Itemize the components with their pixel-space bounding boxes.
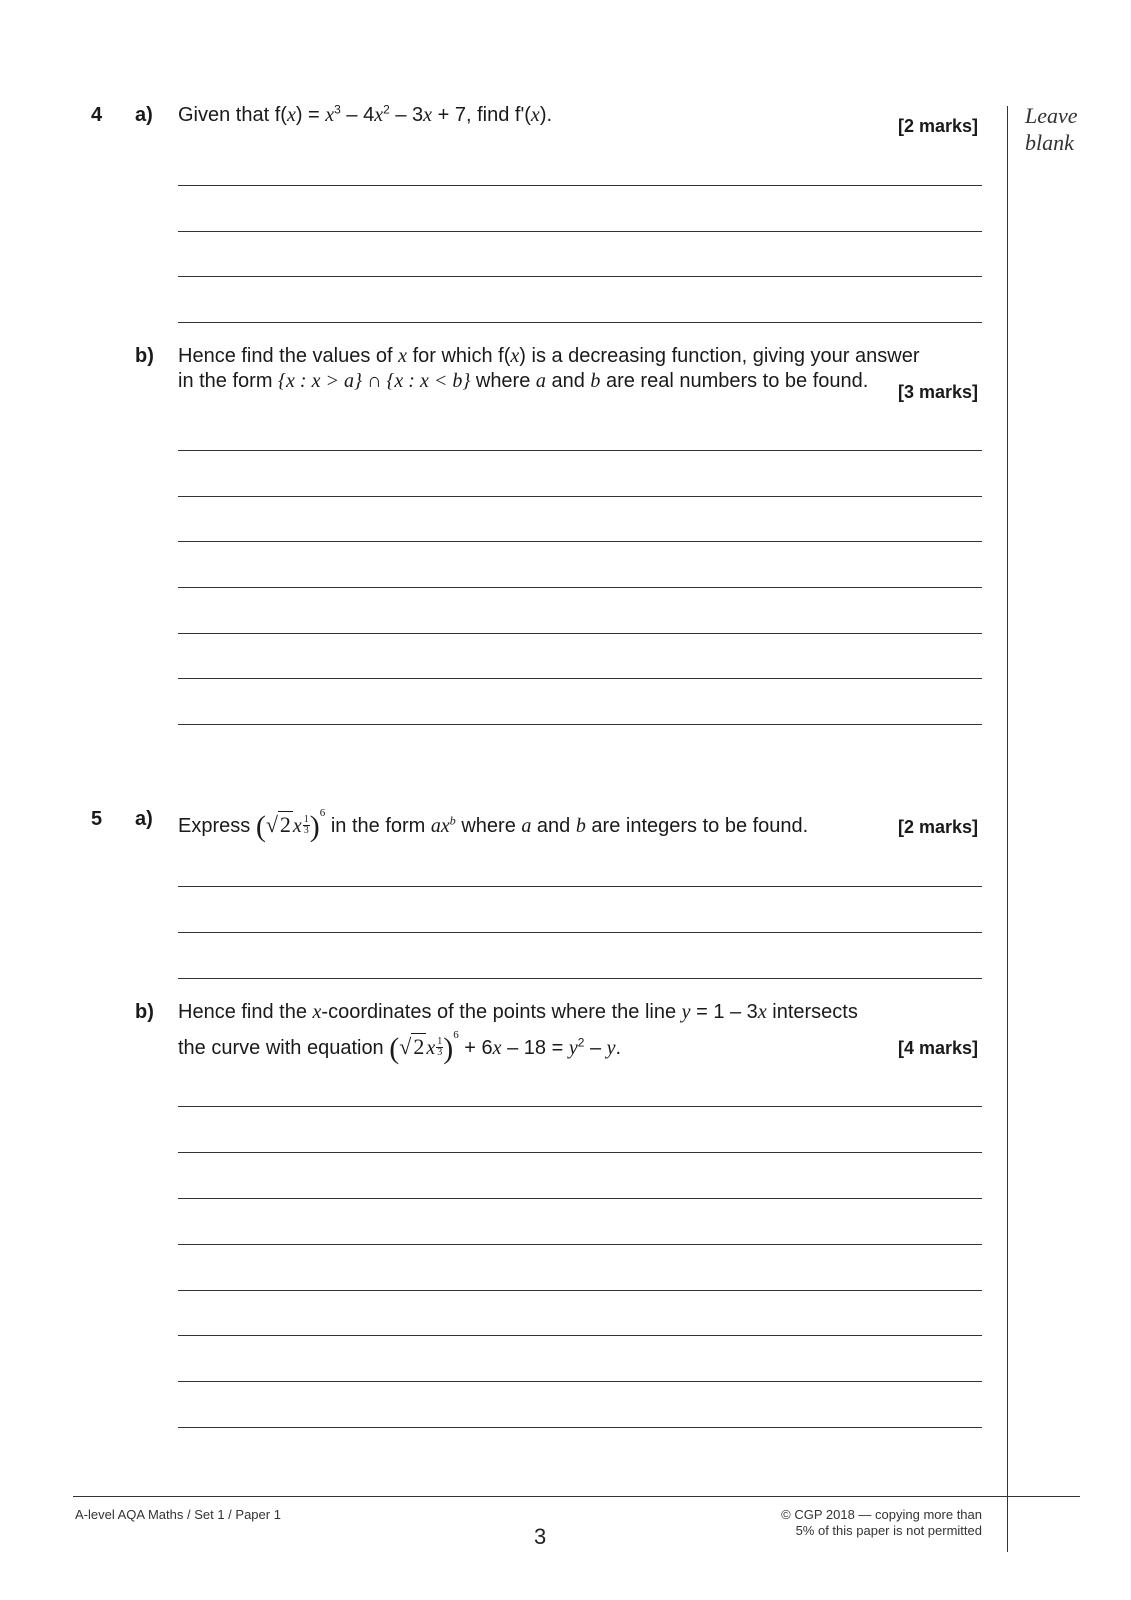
q5-part-b-label: b) — [135, 1001, 154, 1023]
power-expression: (√2 x $\frac{1}{3}$ )$^6$ — [255, 807, 326, 843]
answer-line[interactable] — [178, 1152, 982, 1153]
answer-line[interactable] — [178, 450, 982, 451]
answer-line[interactable] — [178, 1335, 982, 1336]
answer-line[interactable] — [178, 1290, 982, 1291]
answer-line[interactable] — [178, 633, 982, 634]
answer-line[interactable] — [178, 322, 982, 323]
page-number: 3 — [534, 1524, 547, 1549]
q5-part-a-label: a) — [135, 808, 153, 830]
answer-line[interactable] — [178, 1244, 982, 1245]
answer-line[interactable] — [178, 587, 982, 588]
footer-rule — [73, 1496, 1080, 1497]
footer-paper-title: A-level AQA Maths / Set 1 / Paper 1 — [75, 1507, 281, 1522]
q4b-question-text-line2: in the form {x : x > a} ∩ {x : x < b} where a and b are real numbers to be found. — [178, 370, 869, 392]
q4b-question-text-line1: Hence find the values of x for which f(x) is a decreasing function, giving your answer — [178, 345, 920, 367]
power-expression: (√2 x $\frac{1}{3}$ )$^6$ — [389, 1029, 459, 1065]
q5b-marks: [4 marks] — [898, 1038, 979, 1058]
answer-line[interactable] — [178, 886, 982, 887]
answer-line[interactable] — [178, 1381, 982, 1382]
q4b-marks: [3 marks] — [898, 382, 979, 402]
question-number-4: 4 — [91, 104, 103, 126]
answer-line[interactable] — [178, 978, 982, 979]
answer-line[interactable] — [178, 231, 982, 232]
answer-line[interactable] — [178, 724, 982, 725]
q4a-marks: [2 marks] — [898, 116, 979, 136]
leave-blank-label: Leave blank — [1025, 103, 1078, 155]
q5b-question-text-line2: the curve with equation (√2 x $\frac{1}{3}$ )$^6 + 6x - 18 = y^2 - y$. — [178, 1029, 622, 1065]
footer-copyright: © CGP 2018 — copying more than 5% of this paper is not permitted — [781, 1507, 982, 1538]
answer-line[interactable] — [178, 1106, 982, 1107]
q5b-question-text-line1: Hence find the x-coordinates of the points where the line y = 1 – 3x intersects — [178, 1001, 858, 1023]
q4a-question-text: Given that $f(x) = x^3 - 4x^2 - 3x + 7$, find f'(x). — [178, 102, 553, 126]
answer-line[interactable] — [178, 1198, 982, 1199]
q5a-question-text: Express (√2 x $\frac{1}{3}$ )$^6$ in the form $ax^b$ where a and b are integers to be found. — [178, 807, 809, 843]
q4-part-a-label: a) — [135, 104, 153, 126]
answer-line[interactable] — [178, 1427, 982, 1428]
answer-line[interactable] — [178, 932, 982, 933]
answer-line[interactable] — [178, 541, 982, 542]
q4-part-b-label: b) — [135, 345, 154, 367]
q5a-marks: [2 marks] — [898, 817, 979, 837]
answer-line[interactable] — [178, 185, 982, 186]
answer-line[interactable] — [178, 276, 982, 277]
answer-line[interactable] — [178, 496, 982, 497]
margin-rule — [1007, 106, 1008, 1552]
question-number-5: 5 — [91, 808, 103, 830]
answer-line[interactable] — [178, 678, 982, 679]
